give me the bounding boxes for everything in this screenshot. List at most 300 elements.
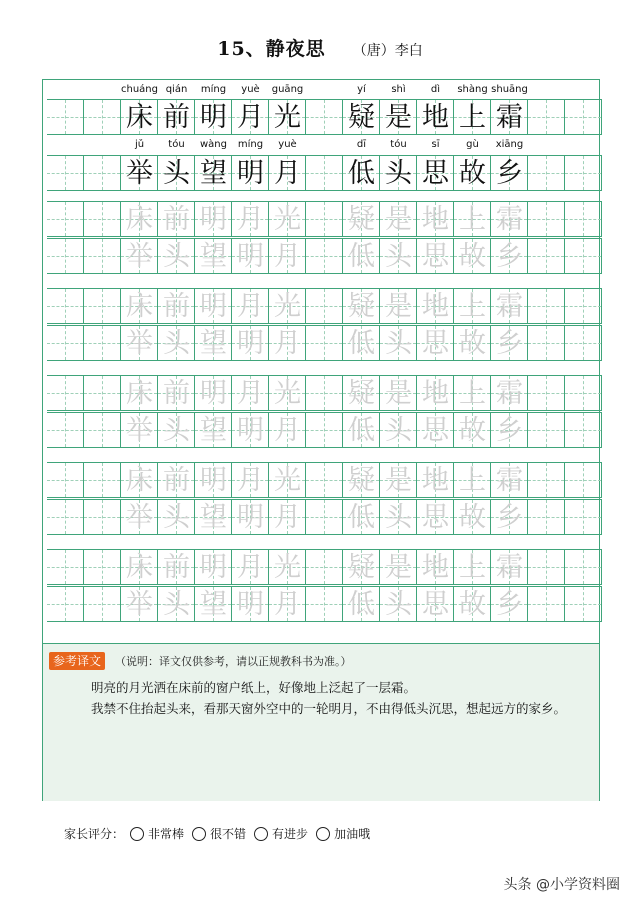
writing-cell[interactable] — [269, 201, 306, 237]
writing-cell[interactable] — [380, 499, 417, 535]
writing-cell[interactable] — [565, 201, 602, 237]
writing-cell[interactable] — [158, 288, 195, 324]
trace-character: 地 — [422, 552, 449, 583]
trace-character: 乡 — [496, 241, 523, 272]
writing-cell[interactable] — [491, 288, 528, 324]
writing-cell[interactable] — [47, 325, 84, 361]
trace-character: 明 — [237, 241, 264, 272]
writing-cell[interactable] — [528, 462, 565, 498]
writing-cell[interactable] — [417, 238, 454, 274]
writing-cell[interactable] — [380, 288, 417, 324]
trace-character: 是 — [385, 204, 412, 235]
trace-character: 疑 — [348, 291, 375, 322]
writing-cell[interactable] — [417, 375, 454, 411]
trace-character: 光 — [274, 552, 301, 583]
writing-cell[interactable] — [121, 201, 158, 237]
writing-cell[interactable] — [84, 325, 121, 361]
writing-cell[interactable] — [528, 238, 565, 274]
writing-cell[interactable] — [232, 375, 269, 411]
writing-cell[interactable] — [195, 499, 232, 535]
writing-cell[interactable] — [158, 375, 195, 411]
model-character: 故 — [459, 158, 486, 189]
writing-cell[interactable] — [269, 288, 306, 324]
writing-cell[interactable] — [491, 238, 528, 274]
writing-cell[interactable] — [232, 499, 269, 535]
writing-cell[interactable] — [47, 586, 84, 622]
trace-character: 头 — [163, 415, 190, 446]
writing-cell[interactable] — [454, 462, 491, 498]
reference-tag: 参考译文 — [49, 652, 105, 670]
writing-cell[interactable] — [269, 325, 306, 361]
model-character: 头 — [163, 158, 190, 189]
writing-cell[interactable] — [565, 325, 602, 361]
writing-cell[interactable] — [195, 586, 232, 622]
writing-cell[interactable] — [47, 99, 84, 135]
trace-character: 是 — [385, 291, 412, 322]
writing-cell[interactable] — [454, 586, 491, 622]
writing-cell[interactable] — [121, 325, 158, 361]
writing-cell[interactable] — [528, 325, 565, 361]
rating-option[interactable]: 有进步 — [254, 825, 308, 842]
writing-cell[interactable] — [306, 238, 343, 274]
trace-character: 乡 — [496, 502, 523, 533]
writing-cell[interactable] — [454, 412, 491, 448]
writing-cell[interactable] — [158, 155, 195, 191]
model-character: 霜 — [496, 102, 523, 133]
writing-cell[interactable] — [306, 155, 343, 191]
trace-character: 望 — [200, 502, 227, 533]
radio-circle-icon[interactable] — [254, 827, 268, 841]
pinyin-row — [43, 138, 599, 152]
writing-cell[interactable] — [269, 99, 306, 135]
model-character: 头 — [385, 158, 412, 189]
writing-cell[interactable] — [491, 462, 528, 498]
trace-character: 明 — [237, 589, 264, 620]
rating-option[interactable]: 非常棒 — [130, 825, 184, 842]
trace-character: 疑 — [348, 204, 375, 235]
writing-cell[interactable] — [158, 412, 195, 448]
trace-character: 地 — [422, 378, 449, 409]
writing-cell[interactable] — [417, 462, 454, 498]
pinyin-label: guāng — [271, 84, 304, 95]
writing-cell[interactable] — [528, 375, 565, 411]
trace-character: 明 — [200, 204, 227, 235]
writing-cell[interactable] — [84, 412, 121, 448]
writing-cell[interactable] — [269, 412, 306, 448]
writing-cell[interactable] — [47, 499, 84, 535]
model-character: 望 — [200, 158, 227, 189]
writing-cell[interactable] — [269, 499, 306, 535]
writing-cell[interactable] — [417, 288, 454, 324]
trace-character: 光 — [274, 465, 301, 496]
writing-cell[interactable] — [195, 99, 232, 135]
trace-character: 头 — [385, 415, 412, 446]
trace-character: 床 — [126, 552, 153, 583]
writing-cell[interactable] — [158, 586, 195, 622]
trace-character: 月 — [237, 204, 264, 235]
writing-cell[interactable] — [84, 375, 121, 411]
trace-character-row — [43, 586, 599, 622]
trace-character: 月 — [237, 291, 264, 322]
writing-cell[interactable] — [269, 375, 306, 411]
writing-cell[interactable] — [306, 462, 343, 498]
trace-character: 头 — [385, 589, 412, 620]
pinyin-label: shì — [391, 84, 406, 95]
writing-cell[interactable] — [158, 549, 195, 585]
writing-cell[interactable] — [306, 201, 343, 237]
writing-cell[interactable] — [380, 462, 417, 498]
trace-character: 是 — [385, 465, 412, 496]
writing-cell[interactable] — [454, 499, 491, 535]
writing-cell[interactable] — [528, 549, 565, 585]
writing-cell[interactable] — [417, 549, 454, 585]
pinyin-label: sī — [431, 139, 440, 150]
writing-cell[interactable] — [84, 499, 121, 535]
writing-cell[interactable] — [195, 412, 232, 448]
writing-cell[interactable] — [380, 99, 417, 135]
writing-cell[interactable] — [343, 155, 380, 191]
writing-cell[interactable] — [565, 288, 602, 324]
writing-cell[interactable] — [491, 325, 528, 361]
writing-cell[interactable] — [84, 201, 121, 237]
trace-character: 举 — [126, 415, 153, 446]
model-character-row — [43, 99, 599, 135]
writing-cell[interactable] — [454, 238, 491, 274]
trace-character: 前 — [163, 291, 190, 322]
writing-cell[interactable] — [195, 155, 232, 191]
writing-cell[interactable] — [565, 238, 602, 274]
writing-cell[interactable] — [121, 499, 158, 535]
writing-cell[interactable] — [380, 412, 417, 448]
writing-cell[interactable] — [454, 549, 491, 585]
trace-character: 上 — [459, 552, 486, 583]
writing-cell[interactable] — [565, 499, 602, 535]
trace-character: 前 — [163, 378, 190, 409]
pinyin-label: wàng — [200, 139, 227, 150]
writing-cell[interactable] — [47, 201, 84, 237]
writing-cell[interactable] — [121, 412, 158, 448]
pinyin-label: tóu — [390, 139, 407, 150]
trace-character: 上 — [459, 465, 486, 496]
trace-character: 明 — [237, 415, 264, 446]
writing-cell[interactable] — [565, 155, 602, 191]
pinyin-label: dì — [430, 84, 441, 95]
writing-cell[interactable] — [565, 586, 602, 622]
writing-cell[interactable] — [343, 375, 380, 411]
model-character: 乡 — [496, 158, 523, 189]
trace-character: 月 — [274, 241, 301, 272]
writing-cell[interactable] — [158, 201, 195, 237]
trace-character: 床 — [126, 204, 153, 235]
writing-cell[interactable] — [195, 238, 232, 274]
writing-cell[interactable] — [232, 325, 269, 361]
trace-character: 头 — [385, 241, 412, 272]
writing-cell[interactable] — [380, 375, 417, 411]
writing-cell[interactable] — [232, 412, 269, 448]
trace-character: 上 — [459, 204, 486, 235]
writing-cell[interactable] — [47, 549, 84, 585]
model-character: 月 — [274, 158, 301, 189]
trace-character: 乡 — [496, 589, 523, 620]
writing-cell[interactable] — [47, 375, 84, 411]
writing-cell[interactable] — [417, 499, 454, 535]
writing-cell[interactable] — [380, 325, 417, 361]
model-character: 床 — [126, 102, 153, 133]
writing-cell[interactable] — [269, 586, 306, 622]
writing-cell[interactable] — [454, 375, 491, 411]
writing-cell[interactable] — [491, 201, 528, 237]
writing-cell[interactable] — [343, 499, 380, 535]
model-character: 明 — [237, 158, 264, 189]
writing-cell[interactable] — [232, 586, 269, 622]
writing-cell[interactable] — [306, 549, 343, 585]
writing-cell[interactable] — [491, 155, 528, 191]
writing-cell[interactable] — [417, 99, 454, 135]
writing-cell[interactable] — [158, 238, 195, 274]
trace-character: 举 — [126, 502, 153, 533]
writing-cell[interactable] — [232, 238, 269, 274]
writing-cell[interactable] — [195, 201, 232, 237]
writing-cell[interactable] — [343, 412, 380, 448]
writing-cell[interactable] — [47, 412, 84, 448]
writing-cell[interactable] — [232, 201, 269, 237]
pinyin-label: qián — [165, 84, 188, 95]
writing-cell[interactable] — [491, 412, 528, 448]
trace-character: 思 — [422, 589, 449, 620]
writing-cell[interactable] — [84, 99, 121, 135]
writing-cell[interactable] — [343, 288, 380, 324]
trace-character: 头 — [163, 589, 190, 620]
writing-cell[interactable] — [417, 201, 454, 237]
writing-cell[interactable] — [454, 288, 491, 324]
trace-character: 光 — [274, 291, 301, 322]
reference-paragraph-2: 我禁不住抬起头来，看那天窗外空中的一轮明月，不由得低头沉思，想起远方的家乡。 — [91, 701, 567, 716]
trace-character: 低 — [348, 502, 375, 533]
model-character-row — [43, 155, 599, 191]
rating-option[interactable]: 加油哦 — [316, 825, 370, 842]
writing-cell[interactable] — [232, 462, 269, 498]
trace-character: 故 — [459, 415, 486, 446]
writing-cell[interactable] — [195, 549, 232, 585]
writing-grid — [43, 80, 599, 643]
writing-cell[interactable] — [528, 499, 565, 535]
writing-cell[interactable] — [343, 201, 380, 237]
watermark: 头条 @小学资料圈 — [503, 877, 620, 893]
writing-cell[interactable] — [232, 99, 269, 135]
trace-character: 前 — [163, 552, 190, 583]
trace-character: 地 — [422, 204, 449, 235]
trace-character: 低 — [348, 415, 375, 446]
trace-character: 地 — [422, 465, 449, 496]
radio-circle-icon[interactable] — [192, 827, 206, 841]
trace-character: 头 — [163, 328, 190, 359]
trace-character-row — [43, 238, 599, 274]
writing-cell[interactable] — [380, 586, 417, 622]
writing-cell[interactable] — [565, 412, 602, 448]
writing-cell[interactable] — [417, 412, 454, 448]
writing-cell[interactable] — [343, 99, 380, 135]
trace-character: 月 — [274, 589, 301, 620]
trace-character: 霜 — [496, 465, 523, 496]
writing-cell[interactable] — [84, 462, 121, 498]
trace-character-row — [43, 375, 599, 411]
writing-cell[interactable] — [121, 586, 158, 622]
pinyin-label: yuè — [241, 84, 260, 95]
pinyin-label: jǔ — [134, 139, 145, 150]
trace-character: 头 — [163, 502, 190, 533]
trace-character: 故 — [459, 241, 486, 272]
writing-cell[interactable] — [269, 462, 306, 498]
writing-cell[interactable] — [454, 201, 491, 237]
writing-cell[interactable] — [195, 462, 232, 498]
writing-cell[interactable] — [491, 99, 528, 135]
writing-cell[interactable] — [121, 549, 158, 585]
writing-cell[interactable] — [195, 288, 232, 324]
writing-cell[interactable] — [380, 549, 417, 585]
writing-cell[interactable] — [565, 549, 602, 585]
pinyin-label: míng — [237, 139, 264, 150]
writing-cell[interactable] — [47, 238, 84, 274]
writing-cell[interactable] — [565, 375, 602, 411]
writing-cell[interactable] — [380, 155, 417, 191]
writing-cell[interactable] — [417, 325, 454, 361]
model-character: 光 — [274, 102, 301, 133]
writing-cell[interactable] — [306, 586, 343, 622]
writing-cell[interactable] — [121, 99, 158, 135]
trace-character: 是 — [385, 378, 412, 409]
writing-cell[interactable] — [84, 549, 121, 585]
writing-cell[interactable] — [306, 375, 343, 411]
trace-character: 低 — [348, 589, 375, 620]
writing-cell[interactable] — [158, 325, 195, 361]
writing-cell[interactable] — [343, 238, 380, 274]
writing-cell[interactable] — [528, 586, 565, 622]
writing-cell[interactable] — [195, 375, 232, 411]
writing-cell[interactable] — [528, 288, 565, 324]
writing-cell[interactable] — [121, 288, 158, 324]
pinyin-label: yuè — [278, 139, 297, 150]
writing-cell[interactable] — [491, 375, 528, 411]
trace-character: 明 — [200, 291, 227, 322]
writing-cell[interactable] — [158, 462, 195, 498]
writing-cell[interactable] — [528, 99, 565, 135]
writing-cell[interactable] — [491, 549, 528, 585]
writing-cell[interactable] — [528, 155, 565, 191]
writing-cell[interactable] — [232, 288, 269, 324]
pinyin-label: shàng — [457, 84, 488, 95]
writing-cell[interactable] — [84, 238, 121, 274]
model-character: 思 — [422, 158, 449, 189]
writing-cell[interactable] — [306, 499, 343, 535]
writing-cell[interactable] — [306, 99, 343, 135]
pinyin-label: gù — [466, 139, 479, 150]
writing-cell[interactable] — [417, 586, 454, 622]
trace-character: 前 — [163, 465, 190, 496]
model-character: 上 — [459, 102, 486, 133]
trace-character: 头 — [163, 241, 190, 272]
trace-character: 故 — [459, 328, 486, 359]
writing-cell[interactable] — [528, 201, 565, 237]
trace-character: 霜 — [496, 291, 523, 322]
writing-cell[interactable] — [121, 155, 158, 191]
poem-author: （唐）李白 — [352, 43, 423, 59]
trace-character: 望 — [200, 241, 227, 272]
writing-cell[interactable] — [84, 586, 121, 622]
writing-cell[interactable] — [565, 99, 602, 135]
writing-cell[interactable] — [195, 325, 232, 361]
writing-cell[interactable] — [121, 462, 158, 498]
writing-cell[interactable] — [269, 155, 306, 191]
writing-cell[interactable] — [343, 462, 380, 498]
writing-cell[interactable] — [269, 549, 306, 585]
writing-cell[interactable] — [380, 201, 417, 237]
reference-paragraph-1: 明亮的月光洒在床前的窗户纸上，好像地上泛起了一层霜。 — [91, 680, 417, 695]
model-character: 举 — [126, 158, 153, 189]
writing-cell[interactable] — [491, 586, 528, 622]
writing-cell[interactable] — [47, 155, 84, 191]
writing-cell[interactable] — [121, 238, 158, 274]
trace-character: 乡 — [496, 328, 523, 359]
radio-circle-icon[interactable] — [130, 827, 144, 841]
writing-cell[interactable] — [343, 325, 380, 361]
writing-cell[interactable] — [306, 325, 343, 361]
model-character: 前 — [163, 102, 190, 133]
writing-cell[interactable] — [121, 375, 158, 411]
trace-character: 上 — [459, 378, 486, 409]
model-character: 疑 — [348, 102, 375, 133]
writing-cell[interactable] — [306, 288, 343, 324]
title-row — [0, 34, 640, 61]
trace-character-row — [43, 325, 599, 361]
writing-cell[interactable] — [232, 155, 269, 191]
writing-cell[interactable] — [47, 462, 84, 498]
writing-cell[interactable] — [454, 99, 491, 135]
writing-cell[interactable] — [269, 238, 306, 274]
trace-character: 思 — [422, 415, 449, 446]
writing-cell[interactable] — [343, 549, 380, 585]
trace-character: 月 — [237, 465, 264, 496]
model-character: 明 — [200, 102, 227, 133]
writing-cell[interactable] — [158, 99, 195, 135]
trace-character: 前 — [163, 204, 190, 235]
reference-translation-box — [43, 643, 599, 801]
writing-cell[interactable] — [454, 325, 491, 361]
writing-cell[interactable] — [306, 412, 343, 448]
radio-circle-icon[interactable] — [316, 827, 330, 841]
writing-cell[interactable] — [84, 288, 121, 324]
writing-cell[interactable] — [491, 499, 528, 535]
trace-character-row — [43, 412, 599, 448]
trace-character: 明 — [200, 465, 227, 496]
writing-cell[interactable] — [565, 462, 602, 498]
writing-cell[interactable] — [232, 549, 269, 585]
trace-character: 床 — [126, 291, 153, 322]
trace-character: 床 — [126, 465, 153, 496]
writing-cell[interactable] — [343, 586, 380, 622]
writing-cell[interactable] — [84, 155, 121, 191]
pinyin-label: shuāng — [491, 84, 528, 95]
page-title: 15、静夜思 — [217, 38, 326, 60]
writing-cell[interactable] — [47, 288, 84, 324]
writing-cell[interactable] — [454, 155, 491, 191]
rating-option[interactable]: 很不错 — [192, 825, 246, 842]
writing-cell[interactable] — [158, 499, 195, 535]
writing-cell[interactable] — [417, 155, 454, 191]
trace-character: 低 — [348, 241, 375, 272]
writing-cell[interactable] — [380, 238, 417, 274]
writing-cell[interactable] — [528, 412, 565, 448]
pinyin-label: dī — [356, 139, 367, 150]
